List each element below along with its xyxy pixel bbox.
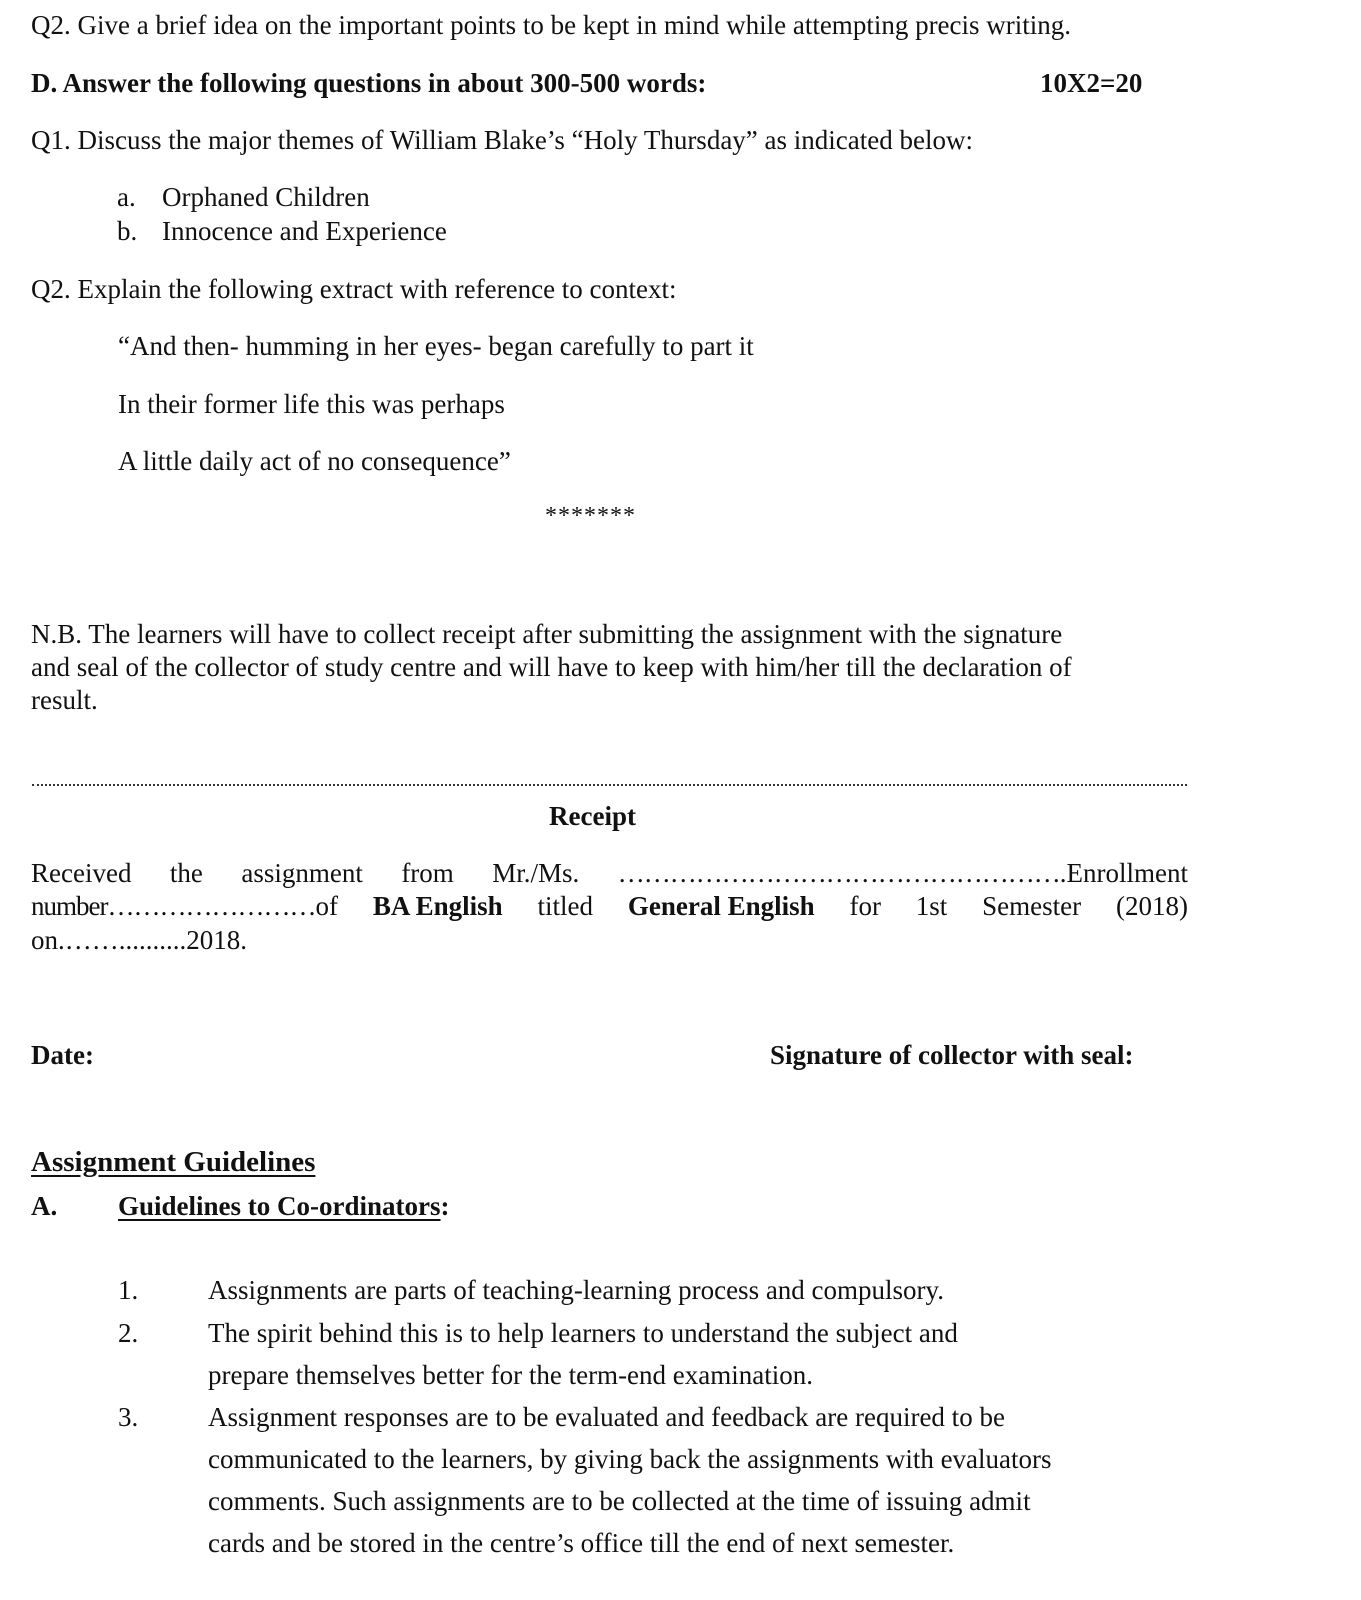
guideline-2-number: 2. <box>118 1318 139 1348</box>
guideline-2-line-1: The spirit behind this is to help learners to understand the subject and <box>208 1318 958 1348</box>
guideline-3-line-1: Assignment responses are to be evaluated and feedback are required to be <box>208 1402 1005 1432</box>
receipt-enrollment-label: .Enrollment <box>1059 858 1188 888</box>
receipt-number-label: number…………………… <box>31 891 316 921</box>
nb-line-2: and seal of the collector of study centre and will have to keep with him/her till the declaration of <box>31 652 1072 682</box>
receipt-line-2 <box>31 891 1188 922</box>
receipt-word-for: for <box>849 891 881 921</box>
option-b-letter: b. <box>117 216 138 246</box>
receipt-number-blank <box>31 891 338 922</box>
extract-line-1: “And then- humming in her eyes- began carefully to part it <box>118 331 754 361</box>
receipt-course-name: General English <box>627 891 815 921</box>
guideline-3-line-2: communicated to the learners, by giving back the assignments with evaluators <box>208 1444 1052 1474</box>
receipt-word-of: of <box>315 891 338 921</box>
receipt-program-name: BA English <box>372 891 503 921</box>
receipt-date-line: on.……..........2018. <box>31 925 247 955</box>
receipt-word-semester: Semester <box>982 891 1082 921</box>
receipt-word-assignment: assignment <box>241 858 363 888</box>
guidelines-title: Assignment Guidelines <box>31 1146 316 1178</box>
guideline-2-line-2: prepare themselves better for the term-end examination. <box>208 1360 813 1390</box>
extract-line-3: A little daily act of no consequence” <box>118 446 511 476</box>
receipt-word-1st: 1st <box>915 891 948 921</box>
receipt-word-mr-ms: Mr./Ms. <box>492 858 580 888</box>
receipt-word-year: (2018) <box>1115 891 1188 921</box>
receipt-word-received: Received <box>31 858 132 888</box>
receipt-word-from: from <box>401 858 454 888</box>
question-c2-text: Q2. Give a brief idea on the important points to be kept in mind while attempting precis writing. <box>31 10 1072 40</box>
guideline-3-number: 3. <box>118 1402 139 1432</box>
guidelines-section-letter: A. <box>31 1191 58 1221</box>
section-separator: ******* <box>545 503 636 529</box>
receipt-signature-label: Signature of collector with seal: <box>770 1040 1134 1070</box>
guidelines-section-title: Guidelines to Co-ordinators <box>118 1191 441 1221</box>
extract-line-2: In their former life this was perhaps <box>118 389 505 419</box>
receipt-word-titled: titled <box>537 891 593 921</box>
guideline-1-line-1: Assignments are parts of teaching-learning process and compulsory. <box>208 1275 945 1305</box>
guidelines-section-colon: : <box>440 1191 450 1221</box>
question-d2-text: Q2. Explain the following extract with reference to context: <box>31 274 677 304</box>
receipt-name-blank <box>618 858 1188 889</box>
receipt-date-label: Date: <box>31 1040 94 1070</box>
section-d-heading: D. Answer the following questions in about 300-500 words: <box>31 68 707 98</box>
guideline-3-line-3: comments. Such assignments are to be collected at the time of issuing admit <box>208 1486 1031 1516</box>
option-a-text: Orphaned Children <box>162 182 370 212</box>
option-a-letter: a. <box>117 182 136 212</box>
nb-line-1: N.B. The learners will have to collect receipt after submitting the assignment with the signature <box>31 619 1063 649</box>
option-b-text: Innocence and Experience <box>162 216 447 246</box>
question-d1-text: Q1. Discuss the major themes of William Blake’s “Holy Thursday” as indicated below: <box>31 125 973 155</box>
cut-line-divider <box>32 784 1187 786</box>
nb-line-3: result. <box>31 685 98 715</box>
section-d-marks: 10X2=20 <box>1040 68 1143 98</box>
receipt-line-1 <box>31 858 1188 889</box>
guideline-3-line-4: cards and be stored in the centre’s office till the end of next semester. <box>208 1528 955 1558</box>
receipt-name-dots: …………………………………………… <box>617 858 1060 888</box>
receipt-word-the: the <box>169 858 203 888</box>
guideline-1-number: 1. <box>118 1275 139 1305</box>
receipt-title: Receipt <box>549 801 636 831</box>
guidelines-section-heading <box>118 1191 450 1222</box>
